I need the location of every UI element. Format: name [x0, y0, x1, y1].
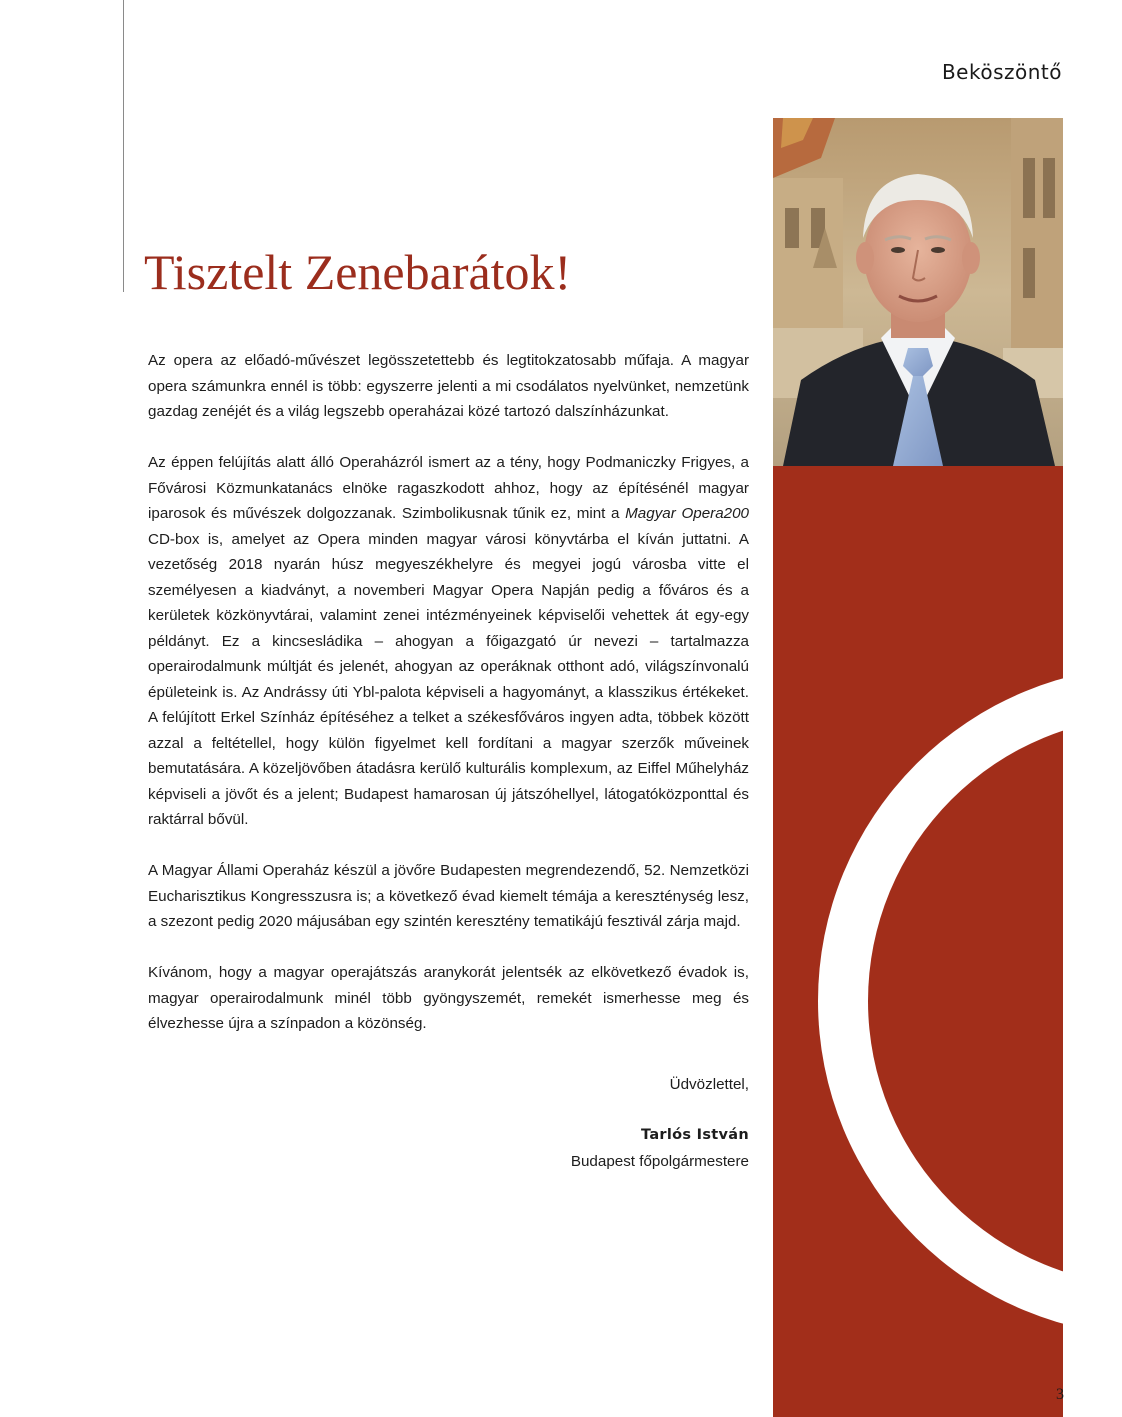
paragraph-2-italic-title: Magyar Opera200 [625, 505, 749, 522]
section-label: Beköszöntő [941, 60, 1062, 84]
closing-greeting: Üdvözlettel, [669, 1076, 749, 1093]
portrait-photo [773, 118, 1063, 466]
page-number: 3 [1056, 1386, 1064, 1403]
paragraph-4: Kívánom, hogy a magyar operajátszás aranykorát jelentsék az elkövetkező évadok is, magyar operairodalmunk minél több gyöngyszemét, remekét ismerhesse meg és élvezhesse újra a színpadon a közönség. [148, 964, 749, 1032]
page-title: Tisztelt Zenebarátok! [144, 244, 572, 300]
paragraph-1: Az opera az előadó-művészet legösszetettebb és legtitokzatosabb műfaja. A magyar opera számunkra ennél is több: egyszerre jelenti a mi csodálatos nyelvünket, nemzetünk gazdag zenéjét és a világ legszebb operaházai közé tartozó dalszínházunkat. [148, 352, 749, 420]
signer-name: Tarlós István [641, 1127, 749, 1143]
paragraph-2 [148, 450, 749, 833]
paragraph-3: A Magyar Állami Operaház készül a jövőre Budapesten megrendezendő, 52. Nemzetközi Eucharisztikus Kongresszusra is; a következő évad kiemelt témája a kereszténység lesz, a szezont pedig 2020 májusában egy szintén keresztény tematikájú fesztivál zárja majd. [148, 862, 749, 930]
closing-block [571, 1072, 749, 1174]
paragraph-2-part-1: Az éppen felújítás alatt álló Operaházról ismert az a tény, hogy Podmaniczky Frigyes, a Fővárosi Közmunkatanács elnöke ragaszkodott ahhoz, hogy az építésénél magyar iparosok és művészek dolgozzanak. Szimbolikusnak tűnik ez, mint a [148, 454, 749, 522]
left-vertical-rule [123, 0, 124, 292]
letter-body [148, 348, 749, 1062]
decorative-red-panel [773, 466, 1063, 1417]
signer-role: Budapest főpolgármestere [570, 1152, 749, 1170]
paragraph-2-part-2: CD-box is, amelyet az Opera minden magyar városi könyvtárba el kíván juttatni. A vezetőség 2018 nyarán húsz megyeszékhelyre és megyei jogú városba vitte el személyesen a kiadványt, a novemberi Magyar Opera Napján pedig a főváros és a kerületek közkönyvtárai, valamint zenei intézményeinek képviselői vehettek át egy-egy példányt. Ez a kincsesládika – ahogyan a főigazgató úr nevezi – tartalmazza operairodalmunk múltját és jelenét, ahogyan az operáknak otthont adó, világszínvonalú épületeink is. Az Andrássy úti Ybl-palota képviseli a hagyományt, a klasszikus értékeket. A felújított Erkel Színház építéséhez a telket a székesfőváros ingyen adta, többek között azzal a feltétellel, hogy külön figyelmet kell fordítani a magyar szerzők műveinek bemutatására. A közeljövőben átadásra kerülő kulturális komplexum, az Eiffel Műhelyház képviseli a jövőt és a jelent; Budapest hamarosan új játszóhellyel, látogatóközponttal és raktárral bővül. [148, 530, 749, 828]
